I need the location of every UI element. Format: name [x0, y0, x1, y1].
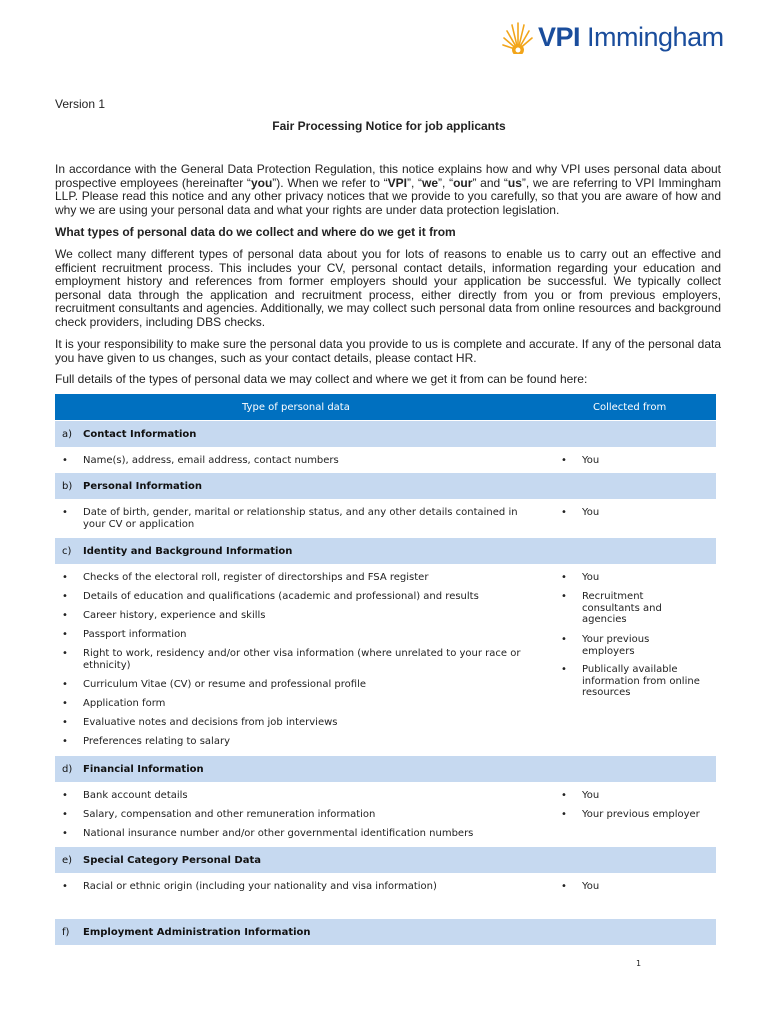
source-item: • Your previous employers: [582, 634, 678, 657]
page-title: Fair Processing Notice for job applicants: [272, 119, 506, 133]
version-label: Version 1: [55, 97, 106, 111]
section-personal-information: b) Personal Information: [55, 473, 716, 499]
source-item: • Your previous employer: [582, 809, 714, 821]
data-type-item: • Preferences relating to salary: [83, 736, 553, 748]
data-type-item: • National insurance number and/or other governmental identification numbers: [83, 828, 563, 840]
data-type-item: • Career history, experience and skills: [83, 610, 553, 622]
source-item: • You: [582, 572, 710, 584]
table-row: [55, 873, 716, 919]
section-identity-background: c) Identity and Background Information: [55, 538, 716, 564]
table-row: [55, 499, 716, 537]
details-paragraph: Full details of the types of personal data we may collect and where we get it from can be found here:: [55, 372, 588, 386]
data-type-item: • Name(s), address, email address, contact numbers: [83, 455, 543, 467]
source-item: • Recruitment consultants and agencies: [582, 591, 678, 626]
collection-paragraph: We collect many different types of personal data about you for lots of reasons to enable us to carry out an effective and efficient recruitment process. This includes your CV, personal contact details, information regarding your education and employment history and references from former employers should your application be successful. We typically collect personal data through the application and recruitment process, either directly from you or from previous employers, recruitment consultants and agencies. Additionally, we may collect such personal data from online resources and background check providers, including DBS checks.: [55, 247, 721, 329]
data-type-item: • Passport information: [83, 629, 553, 641]
source-item: • You: [582, 455, 712, 467]
section-heading: What types of personal data do we collect and where do we get it from: [55, 225, 456, 239]
source-item: • You: [582, 507, 712, 519]
header-collected-from: Collected from: [593, 402, 667, 413]
data-type-item: • Details of education and qualifications (academic and professional) and results: [83, 591, 553, 603]
vpi-logo: [500, 20, 724, 62]
source-item: • You: [582, 790, 714, 802]
section-financial-information: d) Financial Information: [55, 756, 716, 782]
data-type-item: • Checks of the electoral roll, register of directorships and FSA register: [83, 572, 553, 584]
responsibility-paragraph: It is your responsibility to make sure the personal data you provide to us is complete and accurate. If any of the personal data you have given to us changes, such as your contact details, please contact HR.: [55, 337, 721, 365]
sunburst-icon: [500, 20, 536, 54]
source-item: • Publically available information from online resources: [582, 664, 714, 699]
table-row: [55, 782, 716, 846]
data-type-item: • Racial or ethnic origin (including your nationality and visa information): [83, 881, 553, 893]
table-header: [55, 394, 716, 420]
source-item: • You: [582, 881, 712, 893]
data-type-item: • Bank account details: [83, 790, 563, 802]
data-type-item: • Application form: [83, 698, 553, 710]
intro-paragraph: In accordance with the General Data Protection Regulation, this notice explains how and why VPI uses personal data about prospective employees (hereinafter “you”). When we refer to “VPI”, “we”, “our” and “us”, we are referring to VPI Immingham LLP. Please read this notice and any other privacy notices that we provide to you carefully, so that you are aware of how and why we are using your personal data and what your rights are under data protection legislation.: [55, 162, 721, 217]
logo-brand: VPI: [538, 22, 581, 52]
data-type-item: • Evaluative notes and decisions from job interviews: [83, 717, 553, 729]
section-special-category: e) Special Category Personal Data: [55, 847, 716, 873]
data-type-item: • Right to work, residency and/or other visa information (where unrelated to your race or ethnicity): [83, 648, 543, 671]
page-number: 1: [636, 959, 642, 968]
logo-place: Immingham: [587, 22, 724, 52]
data-type-item: • Date of birth, gender, marital or relationship status, and any other details contained in your CV or application: [83, 507, 543, 530]
section-contact-information: a) Contact Information: [55, 421, 716, 447]
data-type-item: • Salary, compensation and other remuneration information: [83, 809, 563, 821]
data-type-item: • Curriculum Vitae (CV) or resume and professional profile: [83, 679, 553, 691]
table-row: [55, 447, 716, 473]
header-type: Type of personal data: [242, 402, 350, 413]
section-employment-administration: f) Employment Administration Information: [55, 919, 716, 945]
table-row: [55, 564, 716, 756]
